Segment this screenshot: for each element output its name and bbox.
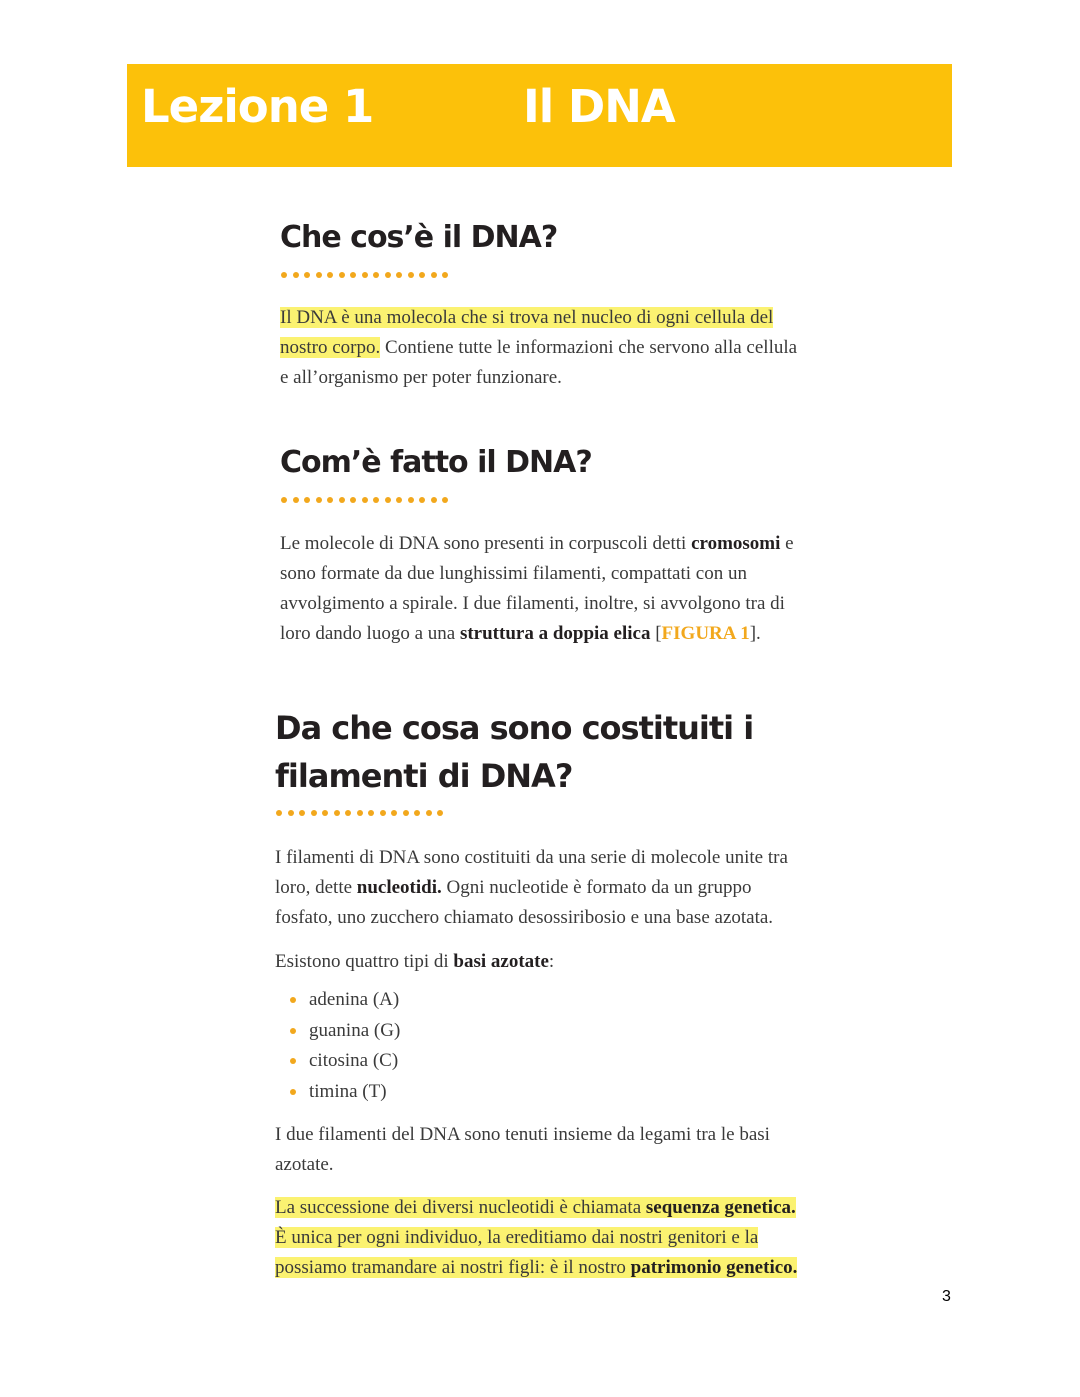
highlighted-text: È unica per ogni individuo, la ereditiamo dai nostri genitori e la [275, 1227, 759, 1248]
list-item: citosina (C) [290, 1046, 400, 1077]
highlighted-text: La successione dei diversi nucleotidi è chiamata sequenza genetica. [275, 1197, 796, 1218]
lesson-number: Lezione 1 [141, 80, 374, 133]
highlighted-text: nostro corpo. [280, 337, 381, 358]
bold-term: patrimonio genetico. [630, 1257, 798, 1278]
page-number: 3 [942, 1288, 951, 1305]
paragraph-dna-definition: Il DNA è una molecola che si trova nel nucleo di ogni cellula del nostro corpo. Contiene tutte le informazioni che servono alla cellula e all’organismo per poter funzionare. [280, 307, 798, 388]
list-item: guanina (G) [290, 1016, 400, 1047]
lesson-title: Il DNA [523, 80, 675, 133]
bullet-icon [290, 997, 296, 1003]
paragraph-dna-structure: Le molecole di DNA sono presenti in corpuscoli detti cromosomi e sono formate da due lunghissimi filamenti, compattati con un avvolgimento a spirale. I due filamenti, inoltre, si avvolgono tra di loro dando luogo a una struttura a doppia elica [FIGURA 1]. [280, 533, 794, 644]
section-heading-dna-structure: Com’è fatto il DNA? [280, 445, 592, 480]
list-item: adenina (A) [290, 985, 400, 1016]
section-heading-dna-composition: Da che cosa sono costituiti i filamenti di DNA? [275, 709, 754, 795]
lesson-banner [127, 64, 952, 167]
bold-term: basi azotate [453, 951, 549, 972]
list-item: timina (T) [290, 1077, 400, 1108]
bullet-icon [290, 1089, 296, 1095]
bullet-icon [290, 1028, 296, 1034]
bold-term: sequenza genetica. [645, 1197, 796, 1218]
paragraph-genetic-sequence [275, 1193, 797, 1283]
bases-list [290, 985, 400, 1107]
paragraph-bonds: I due filamenti del DNA sono tenuti insieme da legami tra le basi azotate. [275, 1124, 770, 1175]
paragraph-nucleotides: I filamenti di DNA sono costituiti da una serie di molecole unite tra loro, dette nucleotidi. Ogni nucleotide è formato da un gruppo fosfato, uno zucchero chiamato desossiribosio e una base azotata. [275, 847, 788, 928]
dotted-divider [281, 272, 454, 278]
bold-term: cromosomi [691, 533, 781, 554]
bold-term: struttura a doppia elica [459, 623, 651, 644]
highlighted-text: possiamo tramandare ai nostri figli: è il nostro patrimonio genetico. [275, 1257, 798, 1278]
bold-term: nucleotidi. [356, 877, 442, 898]
dotted-divider [281, 497, 454, 503]
highlighted-text: Il DNA è una molecola che si trova nel nucleo di ogni cellula del [280, 307, 774, 328]
bullet-icon [290, 1058, 296, 1064]
section-heading-what-is-dna: Che cos’è il DNA? [280, 220, 558, 255]
paragraph-bases-intro: Esistono quattro tipi di basi azotate: [275, 951, 555, 972]
dotted-divider [276, 810, 449, 816]
figure-reference: FIGURA 1 [661, 623, 750, 644]
